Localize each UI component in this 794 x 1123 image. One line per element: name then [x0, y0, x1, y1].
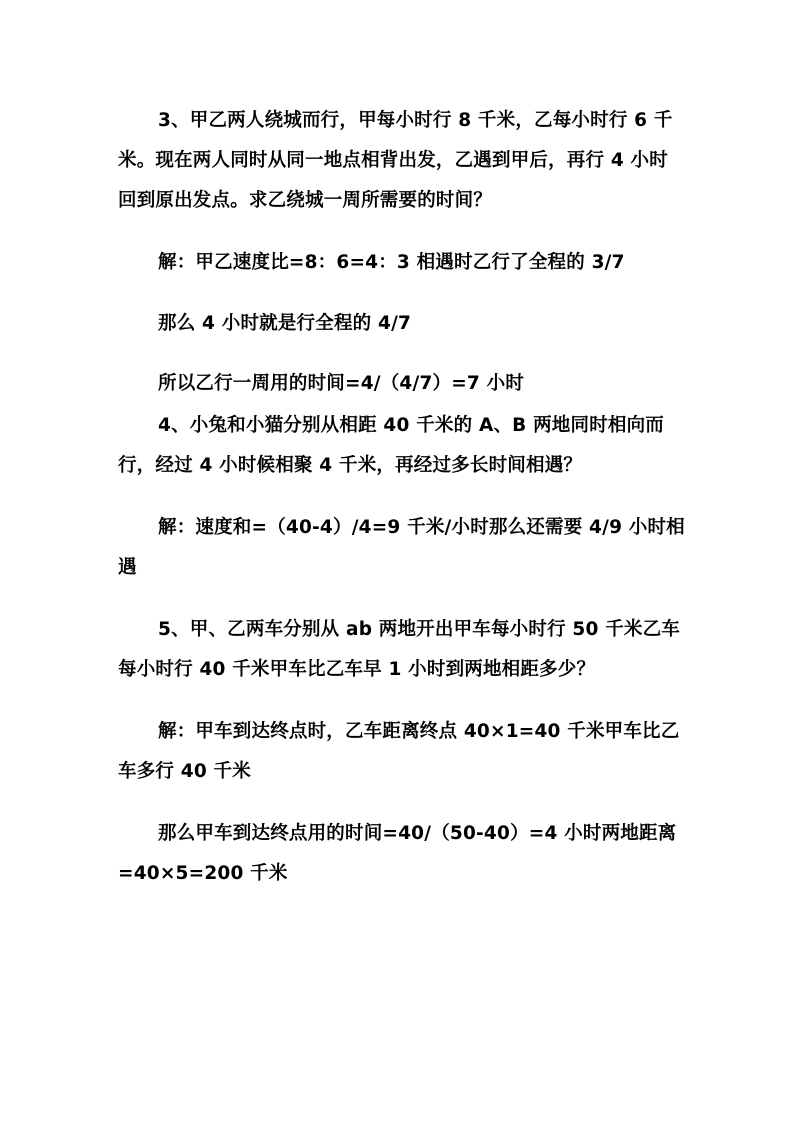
problem-4-question-line-2: 行，经过 4 小时候相聚 4 千米，再经过多长时间相遇？ [118, 455, 583, 476]
problem-3-solution-line-2: 那么 4 小时就是行全程的 4/7 [158, 313, 412, 334]
problem-4-solution-line-1: 解：速度和=（40-4）/4=9 千米/小时那么还需要 4/9 小时相 [158, 517, 685, 538]
problem-3-solution-line-1: 解：甲乙速度比=8：6=4：3 相遇时乙行了全程的 3/7 [158, 252, 625, 273]
problem-3-question-line-1: 3、甲乙两人绕城而行，甲每小时行 8 千米，乙每小时行 6 千 [158, 110, 673, 131]
problem-3-solution-line-3: 所以乙行一周用的时间=4/（4/7）=7 小时 [158, 373, 525, 394]
problem-5-question-line-2: 每小时行 40 千米甲车比乙车早 1 小时到两地相距多少？ [118, 659, 596, 680]
problem-4-solution-line-2: 遇 [118, 557, 137, 578]
problem-3-question-line-3: 回到原出发点。求乙绕城一周所需要的时间？ [118, 190, 493, 211]
problem-5-solution-line-1: 解：甲车到达终点时，乙车距离终点 40×1=40 千米甲车比乙 [158, 721, 680, 742]
problem-5-solution-line-4: =40×5=200 千米 [118, 863, 288, 884]
problem-5-solution-line-2: 车多行 40 千米 [118, 761, 251, 782]
problem-3-question-line-2: 米。现在两人同时从同一地点相背出发，乙遇到甲后，再行 4 小时 [118, 150, 668, 171]
problem-5-question-line-1: 5、甲、乙两车分别从 ab 两地开出甲车每小时行 50 千米乙车 [158, 619, 681, 640]
problem-4-question-line-1: 4、小兔和小猫分别从相距 40 千米的 A、B 两地同时相向而 [158, 415, 664, 436]
problem-5-solution-line-3: 那么甲车到达终点用的时间=40/（50-40）=4 小时两地距离 [158, 823, 677, 844]
